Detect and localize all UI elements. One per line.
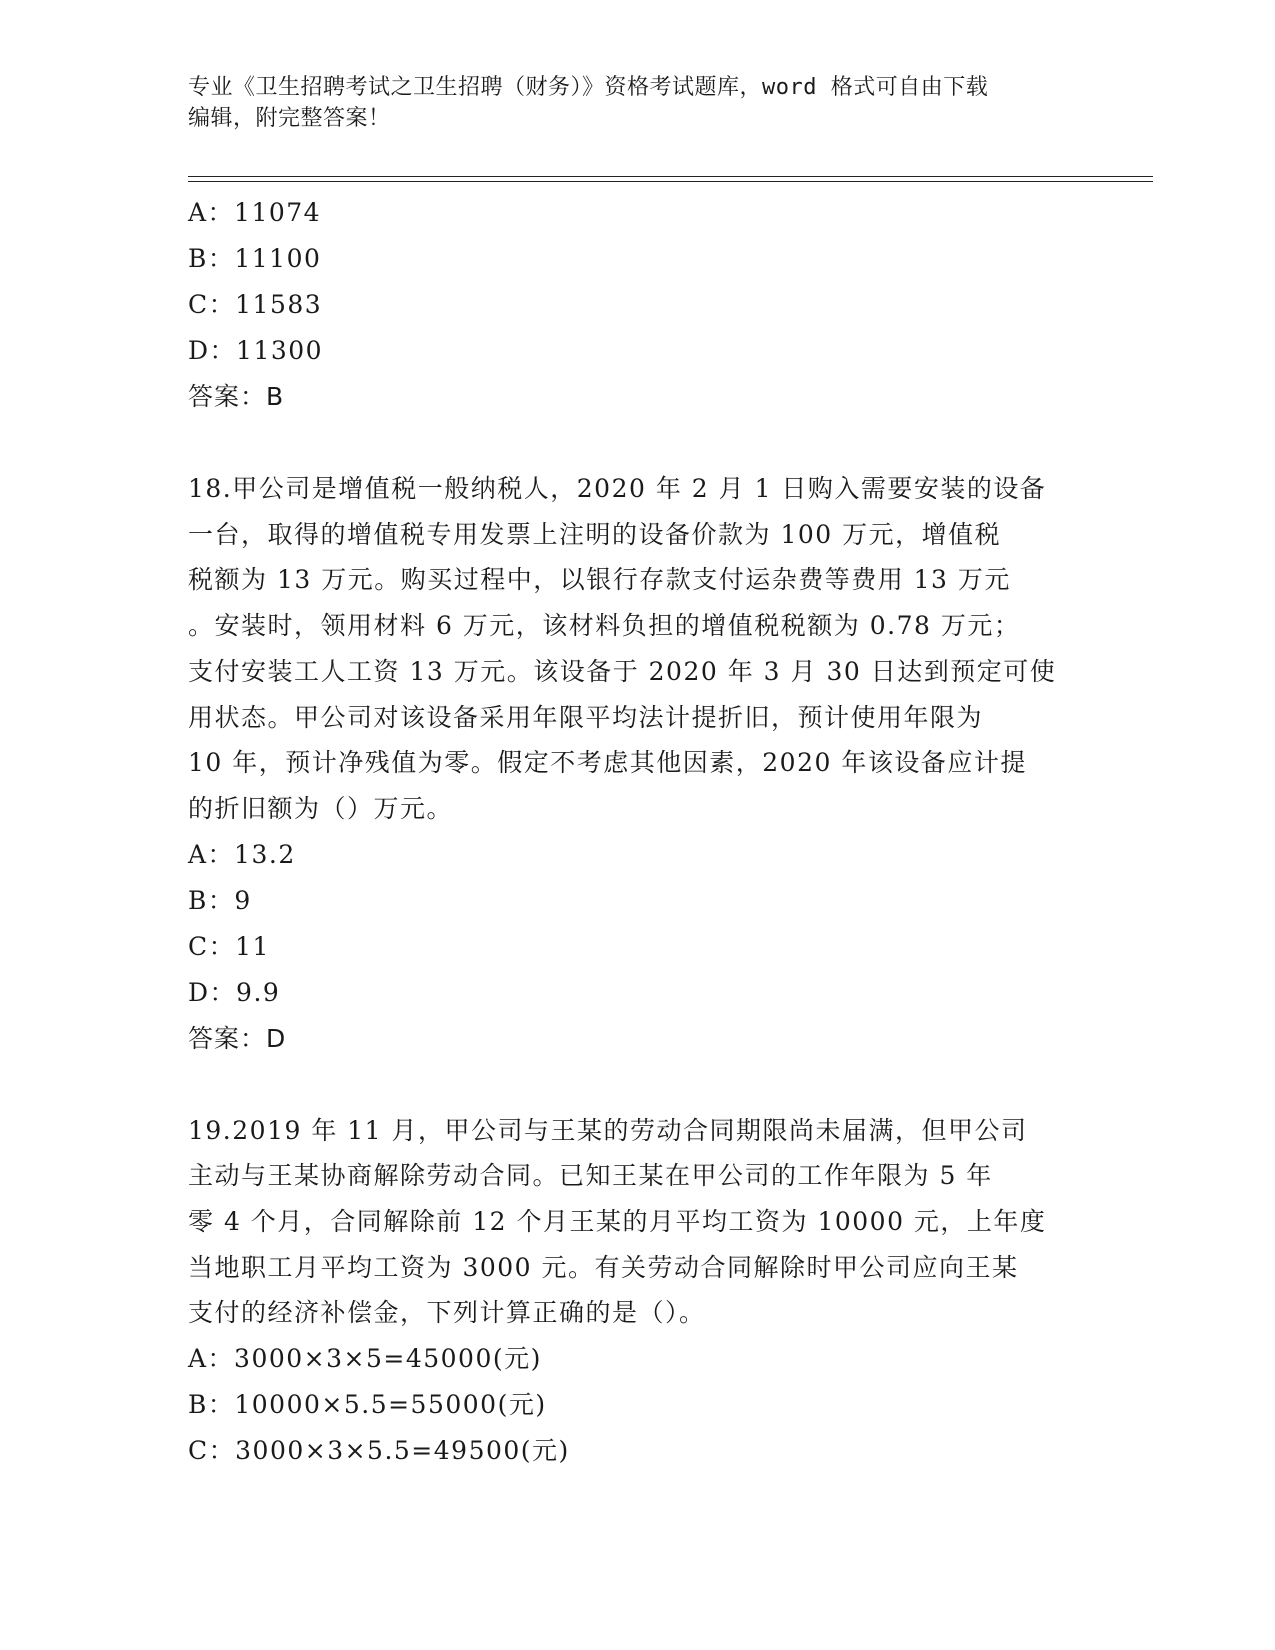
option-d: D：11300 xyxy=(188,336,324,365)
header-line-2: 编辑，附完整答案！ xyxy=(188,106,391,131)
stem-line: 用状态。甲公司对该设备采用年限平均法计提折旧，预计使用年限为 xyxy=(188,702,984,732)
option-c: C：11583 xyxy=(188,290,323,319)
stem-line: 18.甲公司是增值税一般纳税人，2020 年 2 月 1 日购入需要安装的设备 xyxy=(188,474,1047,503)
stem-line: 的折旧额为（）万元。 xyxy=(188,793,454,823)
option-c: C：11 xyxy=(188,931,270,961)
option-a: A：11074 xyxy=(188,198,322,227)
answer-line: 答案：B xyxy=(188,382,285,411)
option-a: A：3000×3×5=45000(元) xyxy=(188,1344,542,1374)
option-d: D：9.9 xyxy=(188,977,281,1007)
stem-line: 税额为 13 万元。购买过程中，以银行存款支付运杂费等费用 13 万元 xyxy=(188,565,1011,595)
question-stem xyxy=(188,466,1088,832)
option-b: B：10000×5.5=55000(元) xyxy=(188,1390,547,1420)
stem-line: 支付的经济补偿金，下列计算正确的是（）。 xyxy=(188,1298,706,1328)
stem-line: 。安装时，领用材料 6 万元，该材料负担的增值税税额为 0.78 万元； xyxy=(188,611,1021,641)
option-b: B：9 xyxy=(188,885,252,915)
document-header xyxy=(188,72,1088,134)
question-list xyxy=(188,190,1088,1474)
question-18 xyxy=(188,466,1088,1062)
header-divider xyxy=(188,176,1153,182)
stem-line: 当地职工月平均工资为 3000 元。有关劳动合同解除时甲公司应向王某 xyxy=(188,1252,1019,1282)
question-19 xyxy=(188,1108,1088,1475)
question-17 xyxy=(188,190,1088,420)
stem-line: 零 4 个月，合同解除前 12 个月王某的月平均工资为 10000 元，上年度 xyxy=(188,1207,1047,1237)
header-line-1: 专业《卫生招聘考试之卫生招聘（财务）》资格考试题库，word 格式可自由下载 xyxy=(188,75,989,100)
stem-line: 19.2019 年 11 月，甲公司与王某的劳动合同期限尚未届满，但甲公司 xyxy=(188,1115,1028,1145)
stem-line: 10 年，预计净残值为零。假定不考虑其他因素，2020 年该设备应计提 xyxy=(188,748,1027,778)
option-c: C：3000×3×5.5=49500(元) xyxy=(188,1436,570,1466)
question-stem xyxy=(188,1108,1088,1337)
stem-line: 主动与王某协商解除劳动合同。已知王某在甲公司的工作年限为 5 年 xyxy=(188,1161,993,1191)
option-b: B：11100 xyxy=(188,244,322,273)
stem-line: 支付安装工人工资 13 万元。该设备于 2020 年 3 月 30 日达到预定可使 xyxy=(188,656,1057,686)
answer-line: 答案：D xyxy=(188,1023,287,1053)
option-a: A：13.2 xyxy=(188,839,296,869)
stem-line: 一台，取得的增值税专用发票上注明的设备价款为 100 万元，增值税 xyxy=(188,519,1002,549)
